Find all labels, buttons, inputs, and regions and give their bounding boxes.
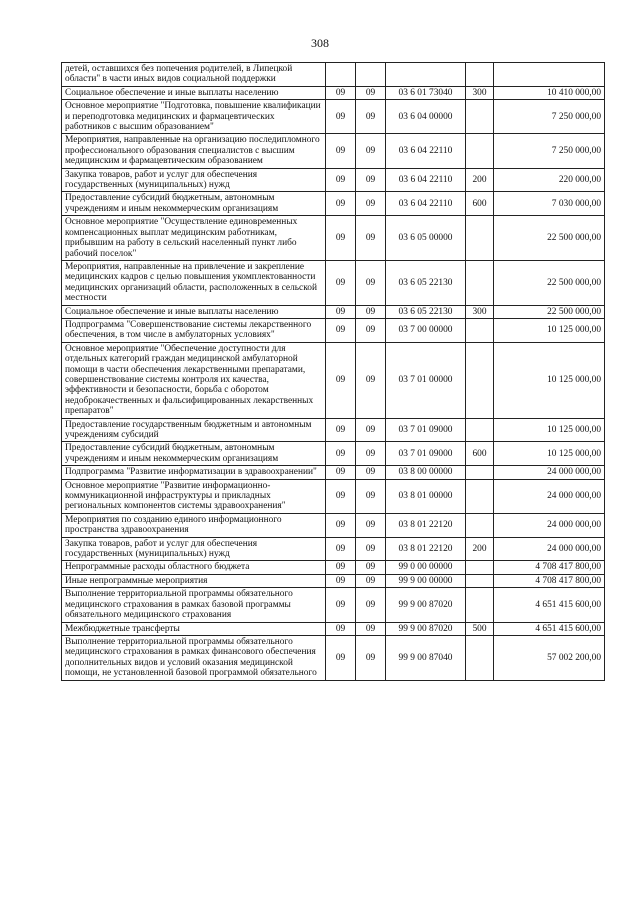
row-subsection: 09 [356,342,386,418]
row-amount: 24 000 000,00 [494,513,605,537]
row-name: Мероприятия по созданию единого информационного пространства здравоохранения [62,513,326,537]
row-subsection: 09 [356,305,386,318]
row-section: 09 [326,418,356,442]
row-expense-type: 600 [466,192,494,216]
row-expense-type [466,479,494,513]
row-expense-type [466,588,494,622]
row-target-article: 03 7 01 00000 [386,342,466,418]
row-target-article: 99 9 00 87020 [386,588,466,622]
row-name: Основное мероприятие "Развитие информационно-коммуникационной инфраструктуры и прикладных региональных компонентов системы здравоохранения" [62,479,326,513]
row-amount [494,63,605,87]
page-number: 308 [311,36,329,50]
row-target-article: 03 7 00 00000 [386,318,466,342]
row-name: Выполнение территориальной программы обязательного медицинского страхования в рамках финансового обеспечения дополнительных видов и условий оказания медицинской помощи, не установленной базовой программой обязательного [62,635,326,680]
row-expense-type [466,318,494,342]
table-row [62,86,605,99]
row-section: 09 [326,134,356,168]
row-subsection: 09 [356,561,386,574]
row-target-article: 99 9 00 87020 [386,622,466,635]
row-name: Закупка товаров, работ и услуг для обеспечения государственных (муниципальных) нужд [62,168,326,192]
row-target-article: 03 6 05 00000 [386,216,466,261]
row-expense-type [466,260,494,305]
row-target-article [386,63,466,87]
row-amount: 7 250 000,00 [494,134,605,168]
table-row [62,442,605,466]
row-name: Предоставление государственным бюджетным и автономным учреждениям субсидий [62,418,326,442]
row-amount: 10 125 000,00 [494,342,605,418]
row-name: Основное мероприятие "Осуществление единовременных компенсационных выплат медицинским работникам, прибывшим на работу в сельский населенный пункт либо рабочий поселок" [62,216,326,261]
row-subsection: 09 [356,260,386,305]
row-subsection: 09 [356,168,386,192]
row-amount: 4 708 417 800,00 [494,561,605,574]
row-subsection: 09 [356,100,386,134]
row-section: 09 [326,622,356,635]
row-target-article: 03 7 01 09000 [386,442,466,466]
table-row [62,342,605,418]
table-row [62,192,605,216]
row-expense-type [466,342,494,418]
row-subsection: 09 [356,588,386,622]
row-expense-type [466,216,494,261]
table-row [62,418,605,442]
row-subsection: 09 [356,192,386,216]
row-section: 09 [326,442,356,466]
budget-table [61,62,605,681]
table-row [62,305,605,318]
row-name: Мероприятия, направленные на организацию последипломного профессионального образования специалистов с высшим медицинским и фармацевтическим образованием [62,134,326,168]
row-subsection: 09 [356,442,386,466]
row-section: 09 [326,466,356,479]
row-name: Социальное обеспечение и иные выплаты населению [62,305,326,318]
row-expense-type [466,100,494,134]
table-row [62,134,605,168]
row-subsection: 09 [356,513,386,537]
row-subsection: 09 [356,537,386,561]
row-subsection: 09 [356,216,386,261]
row-section: 09 [326,588,356,622]
row-amount: 220 000,00 [494,168,605,192]
row-subsection: 09 [356,134,386,168]
row-amount: 7 030 000,00 [494,192,605,216]
row-amount: 10 410 000,00 [494,86,605,99]
row-expense-type [466,418,494,442]
row-name: Социальное обеспечение и иные выплаты населению [62,86,326,99]
row-expense-type: 300 [466,86,494,99]
row-name: Иные непрограммные мероприятия [62,574,326,587]
row-section: 09 [326,479,356,513]
row-target-article: 99 9 00 87040 [386,635,466,680]
row-target-article: 03 6 04 00000 [386,100,466,134]
row-target-article: 03 6 01 73040 [386,86,466,99]
row-target-article: 03 8 01 00000 [386,479,466,513]
row-subsection: 09 [356,622,386,635]
row-amount: 7 250 000,00 [494,100,605,134]
row-expense-type: 500 [466,622,494,635]
row-amount: 22 500 000,00 [494,305,605,318]
table-row [62,635,605,680]
row-name: Непрограммные расходы областного бюджета [62,561,326,574]
row-target-article: 03 7 01 09000 [386,418,466,442]
row-section: 09 [326,260,356,305]
row-subsection: 09 [356,466,386,479]
table-row [62,466,605,479]
row-expense-type [466,574,494,587]
row-name: Выполнение территориальной программы обязательного медицинского страхования в рамках базовой программы обязательного медицинского страхования [62,588,326,622]
row-name: Мероприятия, направленные на привлечение и закрепление медицинских кадров с целью повышения укомплектованности медицинских организаций области, расположенных в сельской местности [62,260,326,305]
row-amount: 24 000 000,00 [494,466,605,479]
table-row [62,318,605,342]
row-target-article: 03 8 01 22120 [386,537,466,561]
row-expense-type: 600 [466,442,494,466]
row-name: Предоставление субсидий бюджетным, автономным учреждениям и иным некоммерческим организациям [62,442,326,466]
row-subsection: 09 [356,574,386,587]
row-amount: 4 651 415 600,00 [494,588,605,622]
row-subsection: 09 [356,318,386,342]
row-section: 09 [326,305,356,318]
table-row [62,561,605,574]
row-target-article: 99 0 00 00000 [386,561,466,574]
row-expense-type: 200 [466,537,494,561]
row-section: 09 [326,318,356,342]
row-name: Основное мероприятие "Обеспечение доступности для отдельных категорий граждан медицинской амбулаторной помощи в части обеспечения лекарственными препаратами, совершенствование системы контроля их качества, эффективности и безопасности, борьба с оборотом недоброкачественных и фальсифицированных лекарственных препаратов" [62,342,326,418]
row-amount: 57 002 200,00 [494,635,605,680]
row-section: 09 [326,192,356,216]
row-name: Подпрограмма "Развитие информатизации в здравоохранении" [62,466,326,479]
table-row [62,479,605,513]
row-section: 09 [326,86,356,99]
row-amount: 4 708 417 800,00 [494,574,605,587]
row-target-article: 03 6 04 22110 [386,134,466,168]
row-section: 09 [326,561,356,574]
table-row [62,622,605,635]
table-row [62,63,605,87]
table-row [62,100,605,134]
table-row [62,260,605,305]
row-expense-type [466,134,494,168]
row-section: 09 [326,216,356,261]
row-subsection: 09 [356,86,386,99]
row-section: 09 [326,635,356,680]
row-target-article: 03 6 05 22130 [386,305,466,318]
row-section: 09 [326,574,356,587]
row-amount: 10 125 000,00 [494,442,605,466]
row-name: Закупка товаров, работ и услуг для обеспечения государственных (муниципальных) нужд [62,537,326,561]
row-name: Основное мероприятие "Подготовка, повышение квалификации и переподготовка медицинских и фармацевтических работников с высшим образованием" [62,100,326,134]
row-subsection [356,63,386,87]
row-section: 09 [326,100,356,134]
table-row [62,537,605,561]
row-section: 09 [326,342,356,418]
row-target-article: 03 6 05 22130 [386,260,466,305]
row-target-article: 03 8 00 00000 [386,466,466,479]
row-subsection: 09 [356,635,386,680]
row-amount: 24 000 000,00 [494,479,605,513]
row-name: Предоставление субсидий бюджетным, автономным учреждениям и иным некоммерческим организациям [62,192,326,216]
table-row [62,588,605,622]
row-expense-type [466,561,494,574]
row-expense-type [466,466,494,479]
row-target-article: 03 6 04 22110 [386,168,466,192]
row-subsection: 09 [356,479,386,513]
row-expense-type [466,513,494,537]
table-row [62,168,605,192]
row-name: Подпрограмма "Совершенствование системы лекарственного обеспечения, в том числе в амбулаторных условиях" [62,318,326,342]
row-amount: 24 000 000,00 [494,537,605,561]
row-amount: 10 125 000,00 [494,318,605,342]
row-name: Межбюджетные трансферты [62,622,326,635]
row-expense-type: 300 [466,305,494,318]
table-row [62,513,605,537]
row-section: 09 [326,513,356,537]
row-target-article: 99 9 00 00000 [386,574,466,587]
row-amount: 4 651 415 600,00 [494,622,605,635]
row-expense-type [466,63,494,87]
row-subsection: 09 [356,418,386,442]
row-amount: 10 125 000,00 [494,418,605,442]
table-row [62,216,605,261]
row-target-article: 03 8 01 22120 [386,513,466,537]
row-amount: 22 500 000,00 [494,260,605,305]
row-amount: 22 500 000,00 [494,216,605,261]
row-expense-type [466,635,494,680]
table-row [62,574,605,587]
row-section: 09 [326,537,356,561]
row-name: детей, оставшихся без попечения родителей, в Липецкой области" в части иных видов социальной поддержки [62,63,326,87]
row-section: 09 [326,168,356,192]
row-section [326,63,356,87]
row-expense-type: 200 [466,168,494,192]
row-target-article: 03 6 04 22110 [386,192,466,216]
